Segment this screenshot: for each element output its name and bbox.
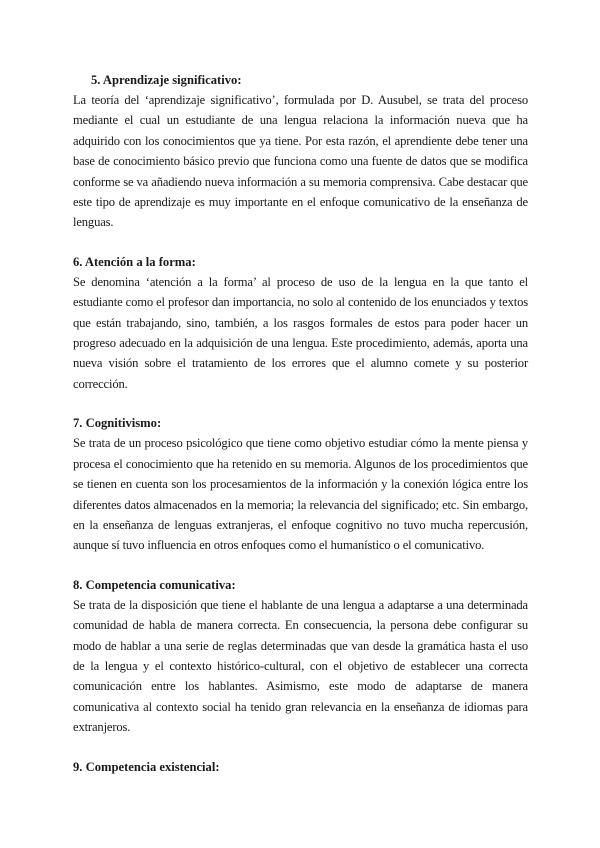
- section-heading-competencia-comunicativa: 8. Competencia comunicativa:: [73, 577, 236, 592]
- section-heading-competencia-existencial: 9. Competencia existencial:: [73, 759, 220, 774]
- section-heading-aprendizaje-significativo: 5. Aprendizaje significativo:: [91, 73, 242, 87]
- section-body-aprendizaje-significativo: La teoría del ‘aprendizaje significativo’, formulada por D. Ausubel, se trata del proceso mediante el cual un estudiante de una lengua relaciona la información nueva que ha adquirido con los conocimientos que ya tiene. Por esta razón, el aprendiente debe tener una base de conocimiento básico previo que funciona como una fuente de datos que se modifica conforme se va añadiendo nueva información a su memoria comprensiva. Cabe destacar que este tipo de aprendizaje es muy importante en el enfoque comunicativo de la enseñanza de lenguas.: [73, 93, 528, 230]
- section-body-competencia-comunicativa: Se trata de la disposición que tiene el hablante de una lengua a adaptarse a una determinada comunidad de habla de manera correcta. En consecuencia, la persona debe configurar su modo de hablar a una serie de reglas determinadas que van desde la gramática hasta el uso de la lengua y el contexto histórico-cultural, con el objetivo de establecer una correcta comunicación entre los hablantes. Asimismo, este modo de adaptarse de manera comunicativa al contexto social ha tenido gran relevancia en la enseñanza de idiomas para extranjeros.: [73, 597, 528, 735]
- document-content: [73, 70, 528, 777]
- section-body-atencion-a-la-forma: Se denomina ‘atención a la forma’ al proceso de uso de la lengua en la que tanto el estudiante como el profesor dan importancia, no solo al contenido de los enunciados y textos que están trabajando, sino, también, a los rasgos formales de estos para poder hacer un progreso adecuado en la adquisición de una lengua. Este procedimiento, además, aporta una nueva visión sobre el tratamiento de los errores que el alumno comete y su posterior corrección.: [73, 274, 528, 391]
- section-heading-atencion-a-la-forma: 6. Atención a la forma:: [73, 254, 196, 269]
- section-body-cognitivismo: Se trata de un proceso psicológico que tiene como objetivo estudiar cómo la mente piensa y procesa el conocimiento que ha retenido en su memoria. Algunos de los procedimientos que se tienen en cuenta son los procesamientos de la información y la conexión lógica entre los diferentes datos almacenados en la memoria; la relevancia del significado; etc. Sin embargo, en la enseñanza de lenguas extranjeras, el enfoque cognitivo no tuvo mucha repercusión, aunque sí tuvo influencia en otros enfoques como el humanístico o el comunicativo.: [73, 436, 528, 553]
- section-heading-cognitivismo: 7. Cognitivismo:: [73, 416, 162, 431]
